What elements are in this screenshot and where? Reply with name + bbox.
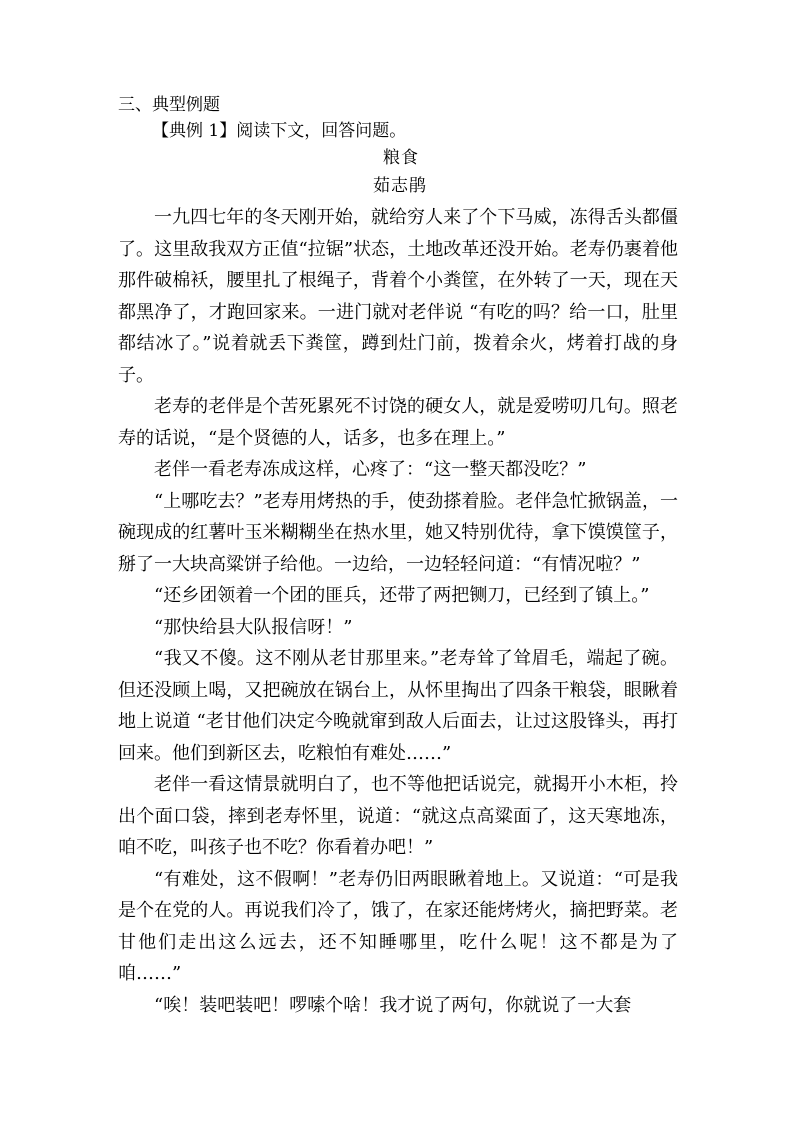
paragraph-6: “那快给县大队报信呀！” xyxy=(154,616,353,638)
paragraph-4: “上哪吃去？”老寿用烤热的手，使劲搽着脸。老伴急忙掀锅盖，一碗现成的红薯叶玉米糊糊坐在热水里，她又特别优待，拿下馍馍筐子，掰了一大块高粱饼子给他。一边给，一边轻轻问道：“有情况啦？” xyxy=(118,490,678,575)
paragraph-3: 老伴一看老寿冻成这样，心疼了：“这一整天都没吃？” xyxy=(154,459,587,480)
article-title: 粮食 xyxy=(383,148,419,168)
paragraph-5: “还乡团领着一个团的匪兵，还带了两把铡刀，已经到了镇上。” xyxy=(154,585,650,606)
paragraph-8: 老伴一看这情景就明白了，也不等他把话说完，就揭开小木柜，拎出个面口袋，摔到老寿怀里，说道：“就这点高粱面了，这天寒地冻，咱不吃，叫孩子也不吃？你看着办吧！” xyxy=(118,774,678,858)
section-heading: 三、典型例题 xyxy=(118,95,220,115)
example-prompt: 【典例 1】阅读下文，回答问题。 xyxy=(152,121,407,141)
paragraph-10: “唉！装吧装吧！啰嗦个啥！我才说了两句，你就说了一大套 xyxy=(154,994,632,1016)
paragraph-7: “我又不傻。这不刚从老甘那里来。”老寿耸了耸眉毛，端起了碗。但还没顾上喝，又把碗放在锅台上，从怀里掏出了四条干粮袋，眼瞅着地上说道 “老甘他们决定今晚就窜到敌人后面去，让过这股锋头，再打回来。他们到新区去，吃粮怕有难处……” xyxy=(118,648,678,764)
page-content xyxy=(118,92,678,1021)
paragraph-1: 一九四七年的冬天刚开始，就给穷人来了个下马威，冻得舌头都僵了。这里敌我双方正值“拉锯”状态，土地改革还没开始。老寿仍裹着他那件破棉袄，腰里扎了根绳子，背着个小粪筐，在外转了一天，现在天都黑净了，才跑回家来。一进门就对老伴说 “有吃的吗？给一口，肚里都结冰了。”说着就丢下粪筐，蹲到灶门前，拨着余火，烤着打战的身子。 xyxy=(118,207,678,386)
paragraph-9: “有难处，这不假啊！”老寿仍旧两眼瞅着地上。又说道：“可是我是个在党的人。再说我们冷了，饿了，在家还能烤烤火，摘把野菜。老甘他们走出这么远去，还不知睡哪里，吃什么呢！这不都是为了咱……” xyxy=(118,868,678,984)
article-author: 茹志鹃 xyxy=(373,176,427,196)
paragraph-2: 老寿的老伴是个苦死累死不讨饶的硬女人，就是爱唠叨几句。照老寿的话说，“是个贤德的人，话多，也多在理上。” xyxy=(118,396,678,449)
article-body xyxy=(118,202,678,1021)
